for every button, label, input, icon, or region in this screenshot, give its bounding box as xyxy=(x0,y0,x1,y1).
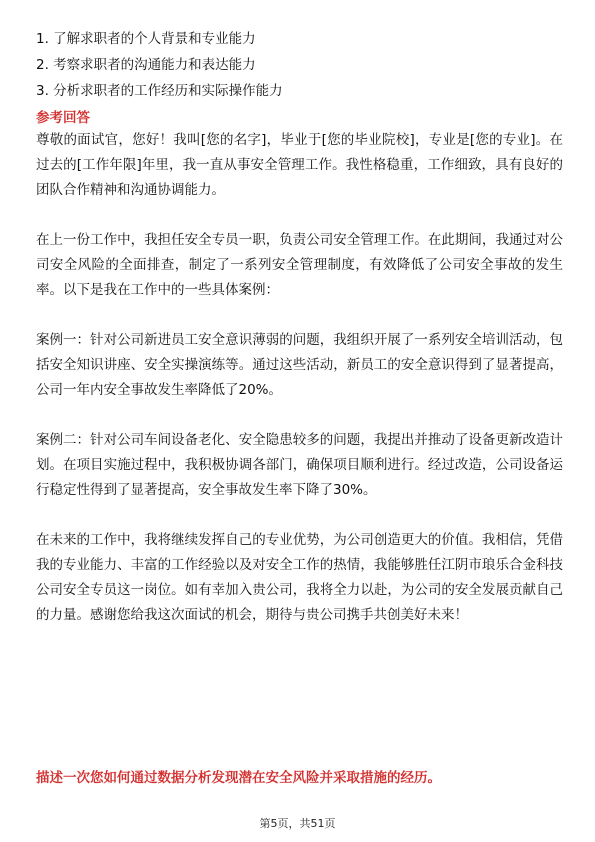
list-item: 2. 考察求职者的沟通能力和表达能力 xyxy=(36,57,256,73)
document-body xyxy=(36,26,563,653)
list-item: 3. 分析求职者的工作经历和实际操作能力 xyxy=(36,83,283,99)
answer-label: 参考回答 xyxy=(36,110,90,126)
answer-paragraph: 在未来的工作中，我将继续发挥自己的专业优势，为公司创造更大的价值。我相信，凭借我的专业能力、丰富的工作经验以及对安全工作的热情，我能够胜任江阴市琅乐合金科技公司安全专员这一岗位。如有幸加入贵公司，我将全力以赴，为公司的安全发展贡献自己的力量。感谢您给我这次面试的机会，期待与贵公司携手共创美好未来！ xyxy=(36,532,563,623)
next-question: 描述一次您如何通过数据分析发现潜在安全风险并采取措施的经历。 xyxy=(36,770,441,786)
answer-paragraph: 案例一：针对公司新进员工安全意识薄弱的问题，我组织开展了一系列安全培训活动，包括安全知识讲座、安全实操演练等。通过这些活动，新员工的安全意识得到了显著提高，公司一年内安全事故发生率降低了20%。 xyxy=(36,332,563,398)
list-item: 1. 了解求职者的个人背景和专业能力 xyxy=(36,31,256,47)
page-footer: 第5页，共51页 xyxy=(259,817,336,830)
answer-paragraph: 案例二：针对公司车间设备老化、安全隐患较多的问题，我提出并推动了设备更新改造计划。在项目实施过程中，我积极协调各部门，确保项目顺利进行。经过改造，公司设备运行稳定性得到了显著提高，安全事故发生率下降了30%。 xyxy=(36,432,563,498)
answer-paragraph: 在上一份工作中，我担任安全专员一职，负责公司安全管理工作。在此期间，我通过对公司安全风险的全面排查，制定了一系列安全管理制度，有效降低了公司安全事故的发生率。以下是我在工作中的一些具体案例： xyxy=(36,232,563,298)
answer-paragraph: 尊敬的面试官，您好！我叫[您的名字]，毕业于[您的毕业院校]，专业是[您的专业]。在过去的[工作年限]年里，我一直从事安全管理工作。我性格稳重，工作细致，具有良好的团队合作精神和沟通协调能力。 xyxy=(36,132,563,198)
